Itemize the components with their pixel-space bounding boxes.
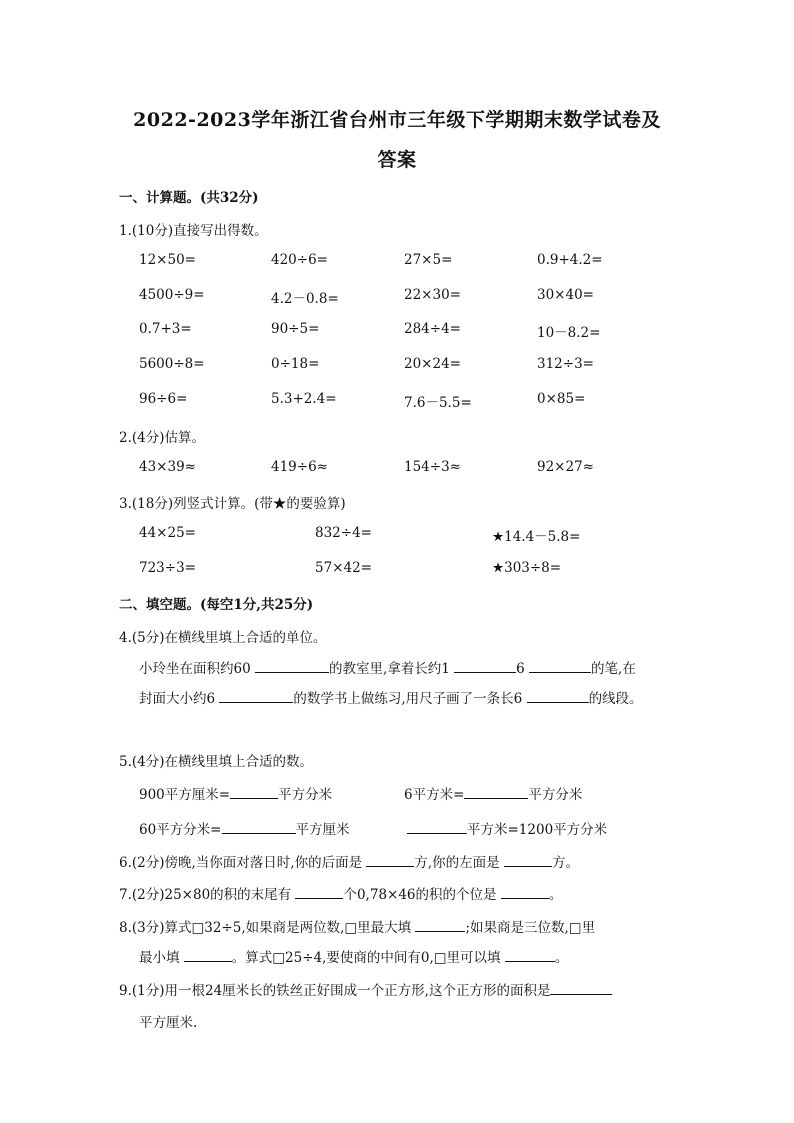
answer-blank[interactable] — [501, 884, 549, 899]
text: 的教室里,拿着长约1 — [328, 661, 455, 677]
text: 平方米=1200平方分米 — [467, 822, 608, 838]
vertical-calc: 57×42= — [315, 560, 372, 576]
text: 。 — [554, 950, 569, 966]
expression: 96÷6= — [139, 391, 188, 407]
text: 的笔,在 — [591, 661, 636, 677]
vertical-calc: 44×25= — [139, 525, 196, 541]
estimate-expression: 43×39≈ — [139, 459, 196, 475]
q5-line-1 — [139, 783, 332, 803]
question-1: 1.(10分)直接写出得数。 — [119, 223, 268, 239]
estimate-expression: 92×27≈ — [537, 459, 594, 475]
question-8 — [119, 916, 595, 936]
text: 平方厘米 — [295, 822, 350, 838]
answer-blank[interactable] — [407, 819, 467, 834]
text: 6 — [516, 661, 530, 677]
q5-line-2 — [139, 818, 350, 838]
question-2: 2.(4分)估算。 — [119, 430, 206, 446]
answer-blank[interactable] — [415, 917, 465, 932]
text: 平方分米 — [528, 787, 583, 803]
answer-blank[interactable] — [464, 784, 528, 799]
expression: 27×5= — [404, 252, 453, 268]
question-9-line-2: 平方厘米. — [139, 1015, 198, 1031]
expression: 22×30= — [404, 287, 461, 303]
q3-row — [139, 560, 739, 580]
expression: 4.2－0.8= — [271, 291, 339, 307]
expression: 12×50= — [139, 252, 196, 268]
answer-blank[interactable] — [230, 784, 278, 799]
q1-row — [139, 287, 739, 307]
expression: 5600÷8= — [139, 356, 205, 372]
expression: 5.3+2.4= — [271, 391, 337, 407]
vertical-calc: 832÷4= — [315, 525, 372, 541]
question-3: 3.(18分)列竖式计算。(带★的要验算) — [119, 496, 346, 512]
answer-blank[interactable] — [222, 819, 296, 834]
text: 封面大小约6 — [139, 691, 220, 707]
q3-row — [139, 525, 739, 545]
expression: 20×24= — [404, 356, 461, 372]
vertical-calc: 723÷3= — [139, 560, 196, 576]
expression: 7.6－5.5= — [404, 395, 472, 411]
question-4: 4.(5分)在横线里填上合适的单位。 — [119, 630, 327, 646]
question-6 — [119, 851, 579, 871]
expression: 90÷5= — [271, 321, 320, 337]
answer-blank[interactable] — [529, 658, 591, 673]
text: 最小填 — [139, 950, 184, 966]
q4-line-2 — [139, 687, 643, 707]
answer-blank[interactable] — [505, 947, 555, 962]
text: 方。 — [551, 855, 579, 871]
section-1-heading: 一、计算题。(共32分) — [119, 190, 259, 206]
answer-blank[interactable] — [255, 658, 329, 673]
expression: 30×40= — [537, 287, 594, 303]
text: 的线段。 — [588, 691, 643, 707]
text: 小玲坐在面积约60 — [139, 661, 255, 677]
estimate-expression: 419÷6≈ — [271, 459, 328, 475]
question-5: 5.(4分)在横线里填上合适的数。 — [119, 754, 314, 770]
estimate-expression: 154÷3≈ — [404, 459, 461, 475]
expression: 0.7+3= — [139, 321, 192, 337]
text: 的数学书上做练习,用尺子画了一条长6 — [293, 691, 527, 707]
answer-blank[interactable] — [550, 980, 612, 995]
vertical-calc: ★14.4－5.8= — [492, 529, 581, 545]
text: 8.(3分)算式□32÷5,如果商是两位数,□里最大填 — [119, 920, 416, 936]
answer-blank[interactable] — [504, 852, 552, 867]
answer-blank[interactable] — [295, 884, 343, 899]
text: 7.(2分)25×80的积的末尾有 — [119, 887, 296, 903]
section-2-heading: 二、填空题。(每空1分,共25分) — [119, 597, 314, 613]
title-line-2: 答案 — [377, 149, 417, 171]
vertical-calc: ★303÷8= — [492, 560, 562, 576]
q1-row — [139, 321, 739, 341]
expression: 284÷4= — [404, 321, 461, 337]
expression: 0.9+4.2= — [537, 252, 603, 268]
text: 。 — [548, 887, 563, 903]
answer-blank[interactable] — [366, 852, 414, 867]
text: 。算式□25÷4,要使商的中间有0,□里可以填 — [231, 950, 505, 966]
q1-row — [139, 252, 739, 272]
text: 平方分米 — [278, 787, 333, 803]
text: 6.(2分)傍晚,当你面对落日时,你的后面是 — [119, 855, 367, 871]
text: ;如果商是三位数,□里 — [465, 920, 596, 936]
expression: 312÷3= — [537, 356, 594, 372]
q4-line-1 — [139, 657, 636, 677]
expression: 420÷6= — [271, 252, 328, 268]
text: 方,你的左面是 — [414, 855, 504, 871]
question-9 — [119, 979, 612, 999]
q5-line-2b — [407, 818, 607, 838]
q5-line-1b — [404, 783, 582, 803]
text: 900平方厘米= — [139, 787, 231, 803]
q2-row — [139, 459, 739, 479]
answer-blank[interactable] — [527, 688, 589, 703]
answer-blank[interactable] — [219, 688, 293, 703]
text: 60平方分米= — [139, 822, 222, 838]
document-title — [60, 100, 734, 180]
question-7 — [119, 883, 562, 903]
expression: 0÷18= — [271, 356, 320, 372]
q1-row — [139, 356, 739, 376]
expression: 0×85= — [537, 391, 586, 407]
title-line-1: 2022-2023学年浙江省台州市三年级下学期期末数学试卷及 — [133, 109, 661, 131]
answer-blank[interactable] — [454, 658, 516, 673]
q1-row — [139, 391, 739, 411]
expression: 10－8.2= — [537, 325, 601, 341]
text: 6平方米= — [404, 787, 465, 803]
text: 个0,78×46的积的个位是 — [343, 887, 501, 903]
question-8-line-2 — [139, 946, 568, 966]
answer-blank[interactable] — [184, 947, 232, 962]
expression: 4500÷9= — [139, 287, 205, 303]
text: 9.(1分)用一根24厘米长的铁丝正好围成一个正方形,这个正方形的面积是 — [119, 983, 551, 999]
